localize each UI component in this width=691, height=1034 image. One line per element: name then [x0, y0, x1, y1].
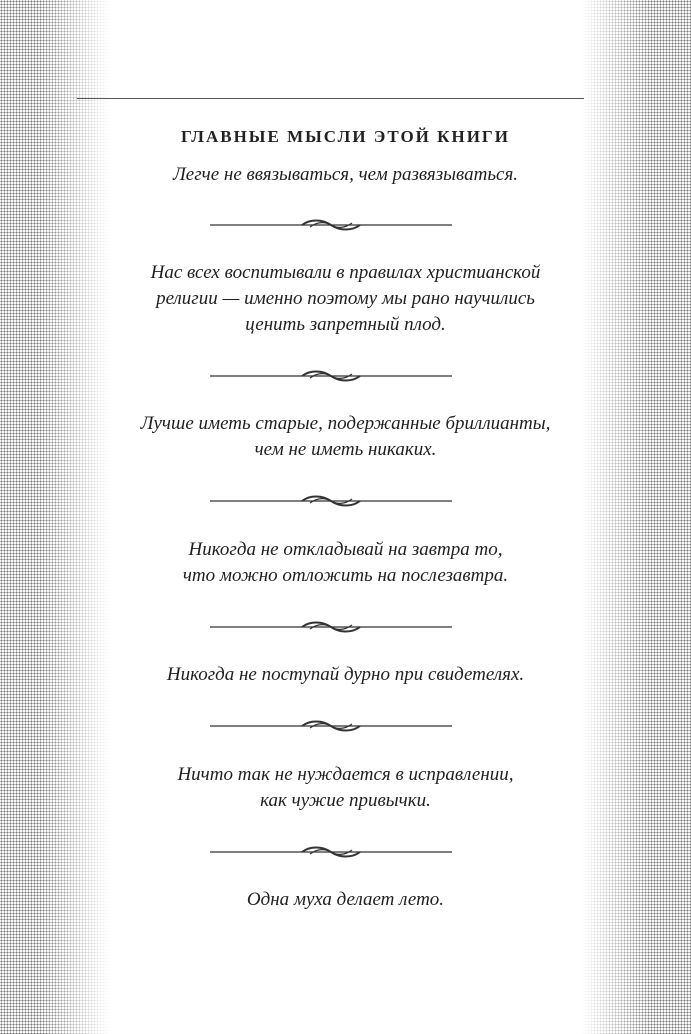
quote-line: Лучше иметь старые, подержанные бриллианты, — [140, 413, 551, 434]
quote-line: Нас всех воспитывали в правилах христианской — [150, 262, 541, 283]
quote-line: Ничто так не нуждается в исправлении, — [177, 764, 514, 785]
quote-line: чем не иметь никаких. — [254, 439, 437, 460]
quote-4 — [60, 537, 631, 589]
quote-6 — [60, 762, 631, 814]
quote-line: Никогда не откладывай на завтра то, — [188, 539, 503, 560]
quote-3 — [60, 411, 631, 463]
quote-line: религии — именно поэтому мы рано научились — [156, 288, 535, 309]
quote-line: ценить запретный плод. — [245, 314, 446, 335]
halftone-margin-left — [0, 0, 110, 1034]
flourish-divider-icon — [210, 217, 452, 233]
quote-line: Никогда не поступай дурно при свидетелях. — [166, 664, 525, 685]
flourish-divider-icon — [210, 619, 452, 635]
flourish-divider-icon — [210, 368, 452, 384]
quote-line: как чужие привычки. — [260, 790, 431, 811]
quote-line: Легче не ввязываться, чем развязываться. — [172, 164, 519, 185]
quote-2 — [60, 260, 631, 338]
quote-line: что можно отложить на послезавтра. — [182, 565, 509, 586]
quote-7 — [60, 887, 631, 913]
halftone-margin-right — [581, 0, 691, 1034]
page-title: ГЛАВНЫЕ МЫСЛИ ЭТОЙ КНИГИ — [181, 127, 510, 146]
quote-line: Одна муха делает лето. — [246, 889, 445, 910]
quote-5 — [60, 662, 631, 688]
flourish-divider-icon — [210, 718, 452, 734]
quote-1 — [60, 162, 631, 188]
flourish-divider-icon — [210, 493, 452, 509]
flourish-divider-icon — [210, 844, 452, 860]
top-rule — [77, 98, 584, 99]
